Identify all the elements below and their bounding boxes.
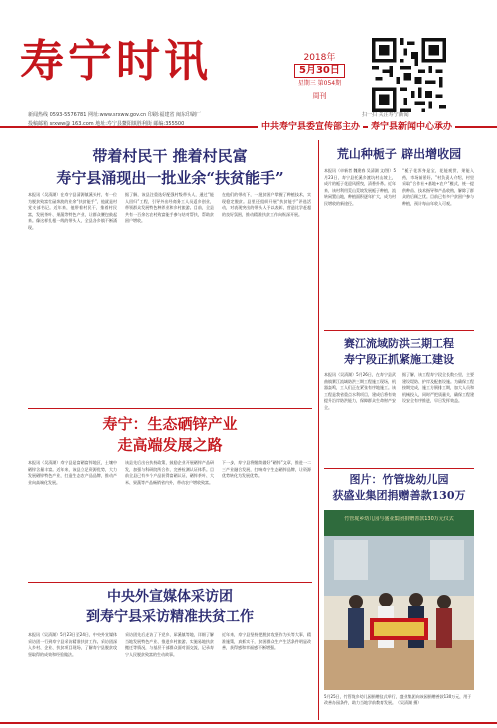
- contact-line-1: 新闻热线 0593-5576781 网址:www.srxww.gov.cn 印刷:福建省 闽东印刷厂: [28, 112, 202, 118]
- issue-date: 5月30日: [294, 64, 345, 78]
- headline: 荒山种栀子 辟出增收园: [336, 147, 462, 161]
- contact-info: [28, 111, 258, 129]
- article-column: 本报讯（吴清湖）5月23日至24日，中央外宣媒体采访团一行到寿宁县采访精准扶贫工作。采访团深入乡村、企业、扶贫项目现场，了解寿宁县脱贫攻坚取得的成效和经验做法。: [28, 632, 117, 657]
- contact-line-2: 投稿邮箱 srxww@ 163.com 地址:寿宁县鳌阳镇胜利街 邮编:355500: [28, 121, 185, 127]
- article-column: 近年来，寿宁县坚持把脱贫攻坚作为头等大事，精准施策，真抓实干，贫困群众生产生活条件明显改善，获得感和幸福感不断增强。: [222, 632, 311, 651]
- organizer-text: 寿宁县新闻中心承办: [368, 119, 455, 135]
- photo-banner-text: 竹管垅乡幼儿园与盛业集团捐赠善款130万元仪式: [344, 516, 454, 522]
- article-village-helpers[interactable]: [28, 146, 312, 406]
- article-column: 采访团先后走访了下党乡、犀溪镇等地，详细了解当地发展特色产业、推进乡村旅游、实施易地扶贫搬迁等情况，与基层干部群众面对面交流，记录寿宁人民脱贫致富的生动故事。: [125, 632, 214, 657]
- newspaper-title: 寿宁时讯: [20, 36, 212, 87]
- article-media-visit[interactable]: [28, 588, 312, 722]
- photo-caption: 5月25日，竹管垅乡幼儿园捐赠仪式举行，盛业集团向该园捐赠善款130万元，用于改善办园条件，助力当地学前教育发展。（吴清湖 摄）: [324, 694, 472, 705]
- page-bottom-rule: [0, 722, 497, 724]
- issue-number: 星期三 第054期: [297, 80, 342, 87]
- article-gardenia[interactable]: [324, 146, 474, 326]
- issue-frequency: 周刊: [312, 92, 327, 100]
- article-body: [324, 372, 474, 464]
- article-body: [324, 168, 474, 324]
- headline: 寿宁：生态硒锌产业: [102, 415, 238, 433]
- article-body: [28, 632, 312, 720]
- article-column: 本报讯（吴清湖）寿宁县是富硒富锌地区，土壤中硒锌含量丰富。近年来，该县立足资源优势，大力发展硒锌特色产业，打造生态农产品品牌，推动产业向高端化发展。: [28, 460, 117, 485]
- headline: 寿宁段正抓紧施工建设: [344, 353, 454, 366]
- headline: 走高端发展之路: [117, 436, 223, 454]
- qr-caption: 扫一扫 关注寿宁新闻: [362, 112, 409, 118]
- article-column: 本报讯（吴清湖）在寿宁县清源镇溪头村，有一位为脱贫致富忙碌奔波的业余“扶贫能手”，他就是村党支部书记。近年来，他带着村民干，推着村民富，发展茶叶、果蔬等特色产业，让群众腰包鼓起来。像这样扎根一线的带头人，全县各乡镇不断涌现。: [28, 192, 117, 230]
- issue-date-box: [294, 52, 345, 102]
- sponsor-text: 中共寿宁县委宣传部主办: [258, 119, 363, 135]
- article-column: 在他们的带动下，一批贫困户掌握了种植技术，实现稳定脱贫。县里还组织开展“扶贫能手”评选活动，对表现突出的带头人予以表彰，营造比学赶超的良好氛围，推动精准扶贫工作向纵深开展。: [222, 192, 311, 217]
- section-divider: [324, 330, 474, 331]
- donation-photo: [324, 510, 474, 690]
- column-divider: [318, 140, 319, 720]
- headline: 中央外宣媒体采访团: [107, 589, 233, 605]
- article-column: 下一步，寿宁县将继续做好“硒锌”文章，推进一二三产业融合发展，打响寿宁生态硒锌品牌，让资源优势转化为发展优势。: [222, 460, 311, 479]
- headline: 获盛业集团捐赠善款130万: [332, 489, 466, 502]
- headline: 带着村民干 推着村民富: [92, 147, 248, 165]
- masthead: [0, 0, 497, 118]
- issue-year: 2018年: [303, 53, 336, 63]
- section-divider: [28, 582, 312, 583]
- article-column: 本报讯（卓新者 魏建春 吴清湖 文/图）5月23日，寿宁县托溪乡渡坑村山坡上，成片的栀子花迎风摇曳，清香扑鼻。近年来，该村利用荒山荒坡发展栀子种植，流转闲置山地，种植面积逐年扩大，成为村民增收的新途径。: [324, 168, 396, 206]
- section-divider: [28, 408, 312, 409]
- article-flood-control[interactable]: [324, 336, 474, 466]
- photo-illustration: [324, 510, 474, 690]
- article-column: 据了解，该县注重选好配强村级带头人，通过“能人回归”工程，引导外出经商务工人员返乡创业，带领群众发展特色种养业和乡村旅游。目前，全县共有一百余名农村致富能手参与结对帮扶，帮助贫困户增收。: [125, 192, 214, 224]
- headline: 到寿宁县采访精准扶贫工作: [86, 609, 254, 625]
- article-selenium-zinc[interactable]: [28, 414, 312, 580]
- article-column: 本报讯（吴清湖）5月26日，在寿宁县武曲镇赛江流域防洪三期工程施工现场，机器轰鸣，工人们正在紧张有序地施工。该工程是我省重点水利项目，建成后将有效提升沿岸防洪能力，保障群众生命财产安全。: [324, 372, 396, 410]
- article-column: 该县先后出台扶持政策，鼓励企业开展硒锌产品研发，加强与科研院所合作，完善检测认证体系。目前全县已有多个产品获得富硒认证，硒锌茶叶、大米、果蔬等产品畅销省内外，带动农户增收致富。: [125, 460, 214, 485]
- article-body: [28, 460, 312, 580]
- qr-code-icon[interactable]: [372, 38, 446, 112]
- article-column: “栀子花浑身是宝，花能观赏，果能入药，市场前景好。”村负责人介绍，村里采取“合作社+基地+农户”模式，统一提供种苗、技术指导和产品收购，解除了群众的后顾之忧。目前已有多户贫困户参与种植，预计每亩年收入可观。: [402, 168, 474, 206]
- section-divider: [324, 468, 474, 469]
- headline: 图片：竹管垅幼儿园: [349, 473, 449, 486]
- article-body: [28, 192, 312, 392]
- headline: 赛江流域防洪三期工程: [344, 337, 454, 350]
- article-column: 据了解，该工程寿宁段全长数公里，主要建设堤防、护岸及配套设施。为确保工程按期完成，施工方倒排工期，加大人员和机械投入，同时严把质量关，确保工程建设安全有序推进，早日发挥效益。: [402, 372, 474, 404]
- article-kindergarten-donation[interactable]: [324, 472, 474, 722]
- headline: 寿宁县涌现出一批业余“扶贫能手”: [56, 169, 284, 187]
